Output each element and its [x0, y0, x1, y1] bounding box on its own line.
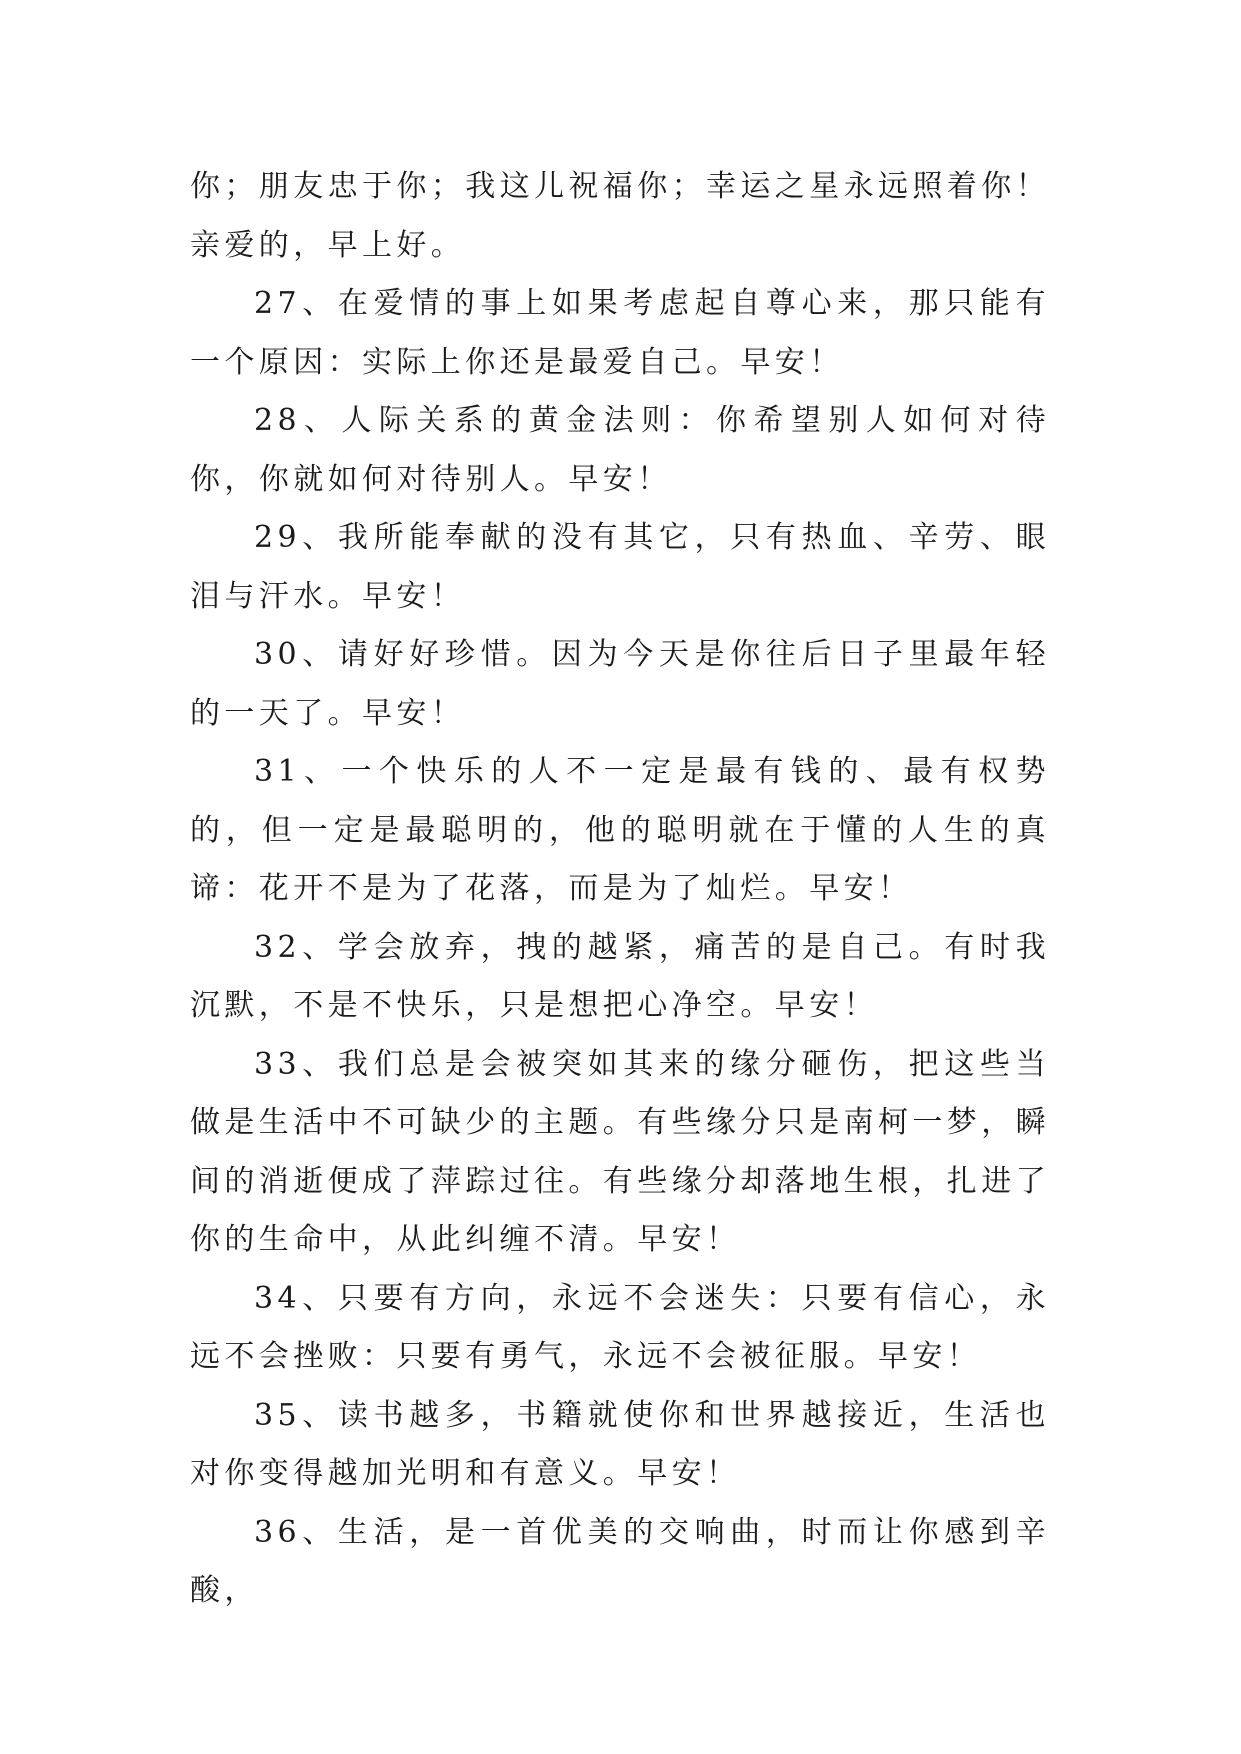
paragraph-30: 30、请好好珍惜。因为今天是你往后日子里最年轻的一天了。早安！	[190, 637, 1050, 731]
document-body	[190, 158, 1050, 1621]
paragraph-27: 27、在爱情的事上如果考虑起自尊心来，那只能有一个原因：实际上你还是最爱自己。早安！	[190, 286, 1050, 380]
paragraph-33: 33、我们总是会被突如其来的缘分砸伤，把这些当做是生活中不可缺少的主题。有些缘分只是南柯一梦，瞬间的消逝便成了萍踪过往。有些缘分却落地生根，扎进了你的生命中，从此纠缠不清。早安！	[190, 1046, 1050, 1257]
paragraph-26-continuation: 你；朋友忠于你；我这儿祝福你；幸运之星永远照着你！亲爱的，早上好。	[190, 169, 1050, 263]
paragraph-31: 31、一个快乐的人不一定是最有钱的、最有权势的，但一定是最聪明的，他的聪明就在于懂的人生的真谛：花开不是为了花落，而是为了灿烂。早安！	[190, 754, 1050, 906]
paragraph-34: 34、只要有方向，永远不会迷失：只要有信心，永远不会挫败：只要有勇气，永远不会被征服。早安！	[190, 1280, 1050, 1374]
paragraph-36-start: 36、生活，是一首优美的交响曲，时而让你感到辛酸，	[190, 1514, 1050, 1608]
paragraph-28: 28、人际关系的黄金法则：你希望别人如何对待你，你就如何对待别人。早安！	[190, 403, 1050, 497]
paragraph-32: 32、学会放弃，拽的越紧，痛苦的是自己。有时我沉默，不是不快乐，只是想把心净空。早安！	[190, 929, 1050, 1023]
paragraph-35: 35、读书越多，书籍就使你和世界越接近，生活也对你变得越加光明和有意义。早安！	[190, 1397, 1050, 1491]
paragraph-29: 29、我所能奉献的没有其它，只有热血、辛劳、眼泪与汗水。早安！	[190, 520, 1050, 614]
